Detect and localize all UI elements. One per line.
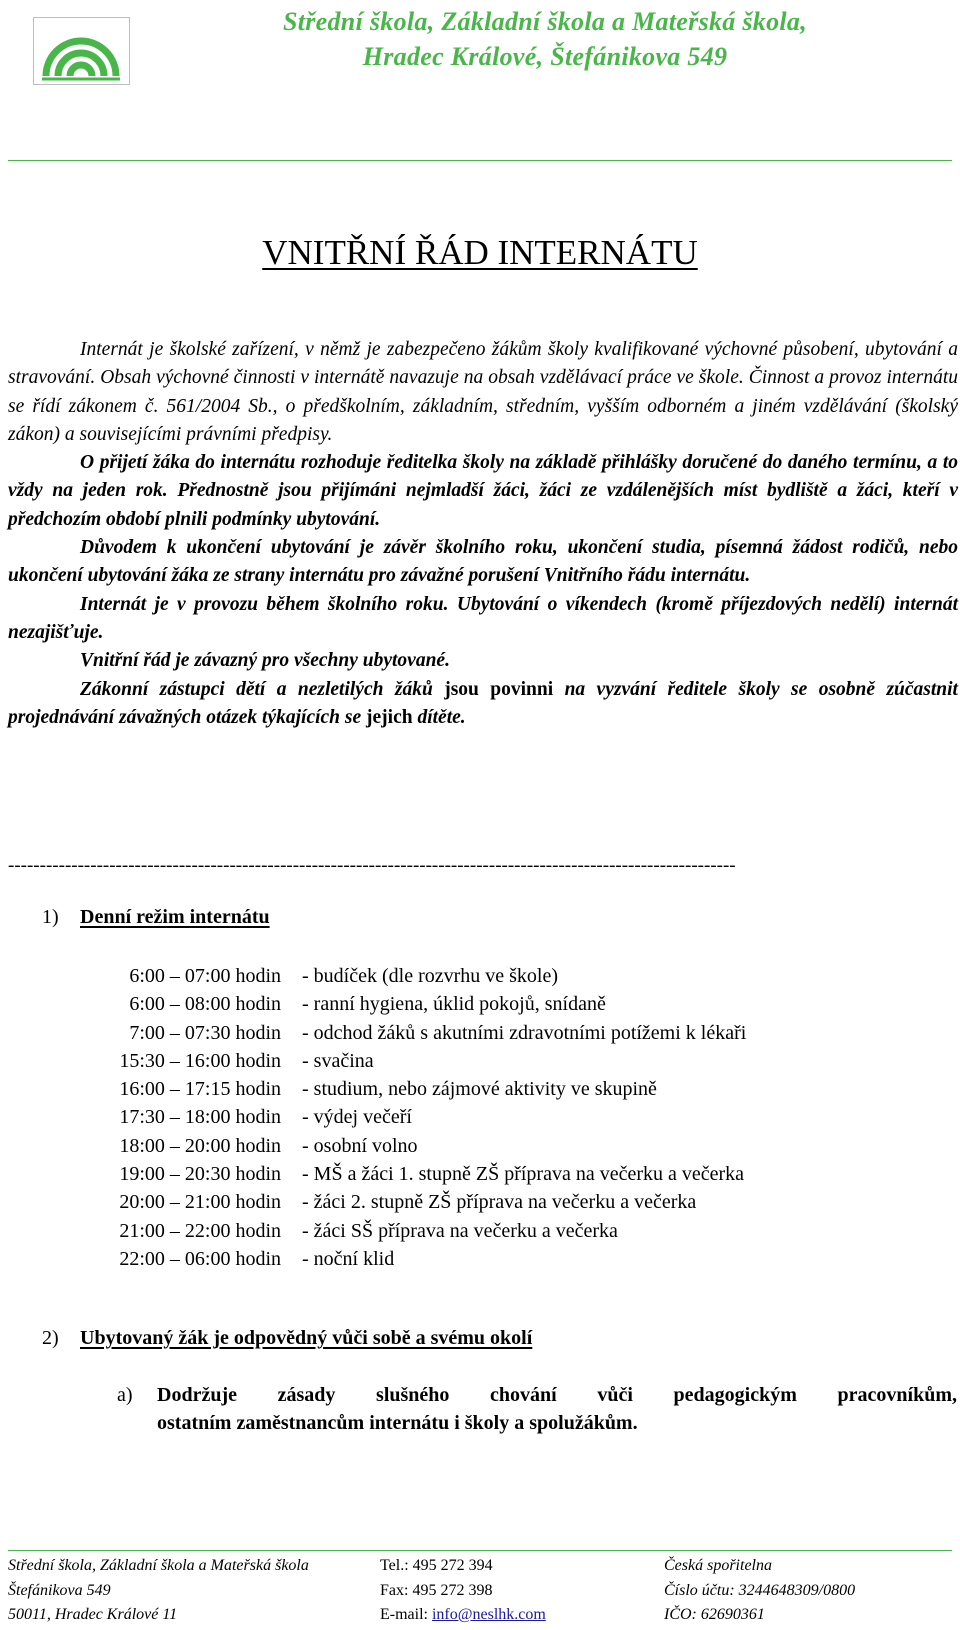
- section-title: Ubytovaný žák je odpovědný vůči sobě a svému okolí: [80, 1327, 533, 1349]
- schedule-time: 7:00 – 07:30 hodin: [129, 1021, 281, 1044]
- schedule-time: 19:00 – 20:30 hodin: [119, 1163, 281, 1186]
- dashed-divider: -------------------------------------------------------------------------------------------------------------------: [8, 855, 736, 876]
- footer-contacts: [380, 1554, 546, 1628]
- schedule-activity: - MŠ a žáci 1. stupně ZŠ příprava na večerku a večerka: [302, 1163, 745, 1186]
- section-title: Denní režim internátu: [80, 906, 270, 928]
- schedule-row: [0, 962, 960, 990]
- footer-fax: Fax: 495 272 398: [380, 1581, 493, 1599]
- daily-schedule: [0, 962, 960, 1273]
- schedule-time: 21:00 – 22:00 hodin: [119, 1219, 281, 1242]
- schedule-row: [0, 990, 960, 1018]
- schedule-time: 20:00 – 21:00 hodin: [119, 1191, 281, 1214]
- footer-email-label: E-mail:: [380, 1606, 432, 1623]
- section-1-heading: [42, 904, 270, 930]
- schedule-row: [0, 1103, 960, 1131]
- schedule-row: [0, 1132, 960, 1160]
- schedule-time: 6:00 – 08:00 hodin: [129, 993, 281, 1016]
- section-number: 1): [42, 906, 59, 928]
- list-item-line-1: Dodržuje zásady slušného chování vůči pedagogickým pracovníkům,: [157, 1384, 957, 1406]
- header-divider: [8, 160, 952, 161]
- school-name-line2: Hradec Králové, Štefánikova 549: [362, 42, 728, 71]
- footer-company-id: IČO: 62690361: [664, 1606, 765, 1623]
- intro-p6-part-e: dítěte.: [417, 706, 466, 728]
- section-number: 2): [42, 1327, 59, 1349]
- schedule-activity: - budíček (dle rozvrhu ve škole): [302, 965, 559, 987]
- intro-paragraph-5: Vnitřní řád je závazný pro všechny ubytované.: [80, 650, 450, 672]
- schedule-activity: - studium, nebo zájmové aktivity ve skupině: [302, 1078, 657, 1101]
- list-item-a: [117, 1381, 957, 1437]
- intro-p6-part-b: jsou povinni: [432, 678, 565, 700]
- school-name: [150, 4, 940, 74]
- schedule-time: 22:00 – 06:00 hodin: [119, 1247, 281, 1270]
- footer-account-number: Číslo účtu: 3244648309/0800: [664, 1581, 856, 1599]
- schedule-activity: - výdej večeří: [302, 1106, 412, 1129]
- intro-paragraph-4: Internát je v provozu během školního roku. Ubytování o víkendech (kromě příjezdových nedělí) internát nezajišťuje.: [8, 593, 958, 643]
- rainbow-arch-icon: [34, 18, 129, 84]
- footer-bank-name: Česká spořitelna: [664, 1557, 772, 1574]
- intro-paragraph-1: Internát je školské zařízení, v němž je zabezpečeno žákům školy kvalifikované výchovné působení, ubytování a stravování. Obsah výchovné činnosti v internátě navazuje na obsah vzdělávací práce ve škole. Činnost a provoz internátu se řídí zákonem č. 561/2004 Sb., o předškolním, základním, středním, vyšším odborném a jiném vzdělávání (školský zákon) a souvisejícími právními předpisy.: [8, 339, 958, 445]
- schedule-activity: - osobní volno: [302, 1134, 418, 1157]
- schedule-activity: - noční klid: [302, 1247, 395, 1270]
- footer-address: [8, 1554, 309, 1628]
- intro-paragraph-3: Důvodem k ukončení ubytování je závěr školního roku, ukončení studia, písemná žádost rodičů, nebo ukončení ubytování žáka ze strany internátu pro závažné porušení Vnitřního řádu internátu.: [8, 537, 958, 587]
- school-logo: [33, 17, 130, 85]
- list-item-line-2: ostatním zaměstnancům internátu i školy a spolužákům.: [157, 1412, 638, 1434]
- schedule-time: 18:00 – 20:00 hodin: [119, 1134, 281, 1157]
- schedule-row: [0, 1019, 960, 1047]
- schedule-activity: - žáci 2. stupně ZŠ příprava na večerku a večerka: [302, 1191, 697, 1214]
- footer-divider: [8, 1550, 952, 1551]
- footer-phone: Tel.: 495 272 394: [380, 1557, 493, 1574]
- schedule-time: 17:30 – 18:00 hodin: [119, 1106, 281, 1129]
- intro-p6-part-d: jejich: [361, 706, 418, 728]
- schedule-row: [0, 1217, 960, 1245]
- schedule-time: 16:00 – 17:15 hodin: [119, 1078, 281, 1101]
- schedule-row: [0, 1188, 960, 1216]
- schedule-activity: - žáci SŠ příprava na večerku a večerka: [302, 1219, 618, 1242]
- schedule-row: [0, 1245, 960, 1273]
- list-item-letter: a): [117, 1384, 133, 1406]
- footer-email-row: [380, 1603, 546, 1628]
- footer-street: Štefánikova 549: [8, 1581, 111, 1599]
- intro-paragraph-2: O přijetí žáka do internátu rozhoduje ředitelka školy na základě přihlášky doručené do daného termínu, a to vždy na jeden rok. Přednostně jsou přijímáni nejmladší žáci, žáci ze vzdálenějších míst bydliště a žáci, kteří v předchozím období plnili podmínky ubytování.: [8, 452, 958, 530]
- schedule-activity: - ranní hygiena, úklid pokojů, snídaně: [302, 993, 606, 1016]
- footer-school-name: Střední škola, Základní škola a Mateřská škola: [8, 1557, 309, 1574]
- intro-text: [8, 336, 958, 732]
- letterhead: [0, 0, 960, 170]
- schedule-row: [0, 1075, 960, 1103]
- footer-bank: [664, 1554, 855, 1628]
- section-2-heading: [42, 1325, 532, 1351]
- intro-p6-part-c: na vyzvání ředitele školy se osobně zúčastnit projednávání závažných otázek týkajících se: [8, 678, 958, 728]
- schedule-row: [0, 1160, 960, 1188]
- schedule-activity: - odchod žáků s akutními zdravotními potížemi k lékaři: [302, 1021, 747, 1044]
- email-link[interactable]: info@neslhk.com: [431, 1606, 546, 1623]
- schedule-time: 6:00 – 07:00 hodin: [129, 965, 281, 987]
- list-item-text: [157, 1381, 957, 1437]
- footer-city: 50011, Hradec Králové 11: [8, 1606, 178, 1623]
- intro-paragraph-6: [8, 676, 958, 733]
- schedule-row: [0, 1047, 960, 1075]
- schedule-time: 15:30 – 16:00 hodin: [119, 1049, 281, 1072]
- schedule-activity: - svačina: [302, 1049, 374, 1072]
- document-title: VNITŘNÍ ŘÁD INTERNÁTU: [262, 233, 698, 272]
- school-name-line1: Střední škola, Základní škola a Mateřská škola,: [282, 7, 808, 36]
- intro-p6-part-a: Zákonní zástupci dětí a nezletilých žáků: [80, 678, 433, 700]
